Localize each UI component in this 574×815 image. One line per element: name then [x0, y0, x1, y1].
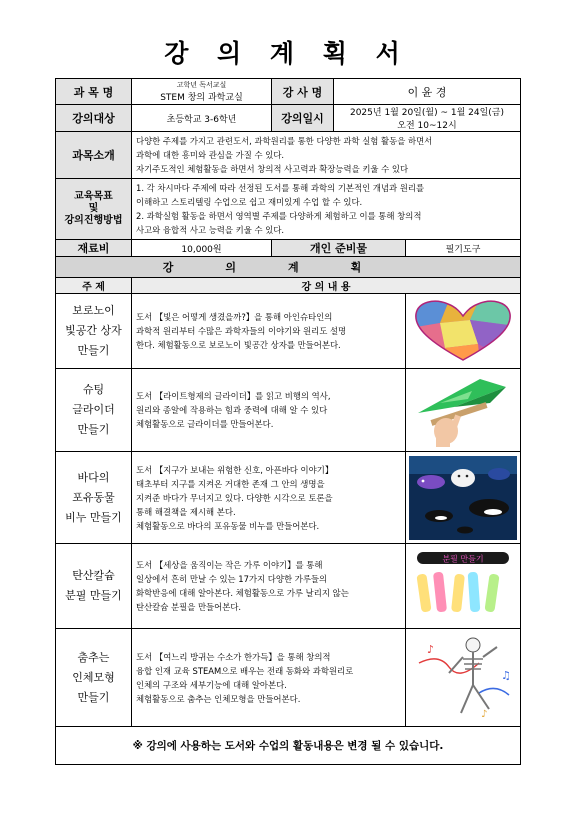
goals-line4: 사고와 융합적 사고 능력을 키울 수 있다.: [136, 225, 285, 235]
goals-label2: 및: [88, 203, 99, 214]
intro-line1: 다양한 주제를 가지고 관련도서, 과학원리를 통한 다양한 과학 실험 활동을 하면서: [136, 136, 433, 146]
subject-line1: 고학년 독서교실: [176, 80, 227, 89]
lesson-content: [132, 369, 406, 452]
lesson-content-line: 도서 【빛은 어떻게 생겼을까?】을 통해 아인슈타인의: [136, 312, 333, 322]
lesson-topic-line: 슈팅: [82, 383, 105, 396]
lesson-topic-line: 바다의: [77, 470, 110, 484]
lesson-content-line: 도서 【라이트형제의 글라이더】를 읽고 비행의 역사,: [136, 391, 331, 401]
lesson-content: [132, 544, 406, 629]
lesson-content: [132, 294, 406, 369]
footnote: ※ 강의에 사용하는 도서와 수업의 활동내용은 변경 될 수 있습니다.: [56, 727, 521, 765]
row-footnote: [56, 727, 521, 765]
lesson-content-line: 도서 【여느리 방귀는 수소가 한가득】을 통해 창의적: [136, 651, 331, 662]
goals-label: [56, 179, 132, 240]
topic-header: 주 제: [56, 278, 132, 294]
fee-label: 재료비: [56, 240, 132, 257]
lesson-content: [132, 452, 406, 544]
svg-text:♪: ♪: [481, 708, 488, 720]
schedule-line2: 오전 10~12시: [397, 121, 457, 131]
lesson-topic-line: 춤추는: [77, 650, 110, 664]
prep-value: 필기도구: [406, 240, 521, 257]
lesson-content-line: 인체의 구조와 세부기능에 대해 알아본다.: [136, 679, 287, 690]
row-plan-header: [56, 257, 521, 278]
lesson-row: [56, 369, 521, 452]
row-fee: [56, 240, 521, 257]
lesson-content: [132, 629, 406, 727]
svg-text:♪: ♪: [427, 642, 435, 656]
goals-line2: 이해하고 스토리텔링 수업으로 쉽고 재미있게 수업 할 수 있다.: [136, 197, 363, 207]
chalk-sign-text: 분필 만들기: [442, 554, 484, 564]
goals-line3: 2. 과학실험 활동을 하면서 영역별 주제를 다양하게 체험하고 이를 통해 창의적: [136, 211, 422, 221]
lesson-content-line: 융합 인재 교육 STEAM으로 배우는 전래 동화와 과학원리로: [136, 665, 354, 676]
lecture-plan-table: [55, 78, 521, 765]
row-target: [56, 105, 521, 132]
lesson-photo: [406, 544, 521, 629]
lesson-photo: [406, 369, 521, 452]
lesson-content-line: 도서 【지구가 보내는 위험한 신호, 아픈바다 이야기】: [136, 464, 334, 475]
subject-line2: STEM 창의 과학교실: [160, 92, 243, 103]
row-column-headers: [56, 278, 521, 294]
lesson-content-line: 도서 【세상을 움직이는 작은 가루 이야기】를 통해: [136, 560, 323, 570]
intro-line2: 과학에 대한 흥미와 관심을 가질 수 있다.: [136, 150, 285, 160]
chalk-image: [409, 548, 517, 624]
intro-line3: 자기주도적인 체험활동을 하면서 창의적 사고력과 확장능력을 키울 수 있다: [136, 164, 409, 174]
lesson-content-line: 통해 해결책을 제시해 본다.: [136, 506, 236, 517]
goals-text: [132, 179, 521, 240]
row-intro: [56, 132, 521, 179]
lesson-topic-line: 인체모형: [72, 670, 115, 684]
lesson-topic: [56, 629, 132, 727]
lesson-content-line: 태초부터 지구를 지켜온 거대한 존재 그 안의 생명을: [136, 478, 325, 489]
lesson-topic-line: 만들기: [77, 344, 110, 357]
goals-line1: 1. 각 차시마다 주제에 따라 선정된 도서를 통해 과학의 기본적인 개념과 원리를: [136, 183, 425, 193]
lesson-row: [56, 544, 521, 629]
plan-header: 강의계획: [56, 257, 521, 278]
schedule-value: [334, 105, 521, 132]
lesson-topic: [56, 452, 132, 544]
fee-value: 10,000원: [132, 240, 272, 257]
subject-value: [132, 79, 272, 105]
skeleton-model-image: [409, 633, 517, 723]
lesson-row: [56, 452, 521, 544]
subject-label: 과 목 명: [56, 79, 132, 105]
lesson-row: [56, 294, 521, 369]
lesson-topic: [56, 369, 132, 452]
lesson-content-line: 체험활동으로 글라이더를 만들어본다.: [136, 419, 274, 429]
instructor-value: 이 윤 경: [334, 79, 521, 105]
lesson-topic-line: 만들기: [77, 690, 110, 704]
lesson-topic: [56, 544, 132, 629]
lesson-topic-line: 보로노이: [72, 304, 115, 317]
lesson-topic-line: 탄산칼슘: [72, 569, 115, 582]
prep-label: 개인 준비물: [272, 240, 406, 257]
lesson-topic: [56, 294, 132, 369]
target-label: 강의대상: [56, 105, 132, 132]
target-value: 초등학교 3-6학년: [132, 105, 272, 132]
lesson-topic-line: 비누 만들기: [65, 510, 122, 524]
instructor-label: 강 사 명: [272, 79, 334, 105]
lesson-photo: [406, 294, 521, 369]
lesson-row: [56, 629, 521, 727]
lesson-content-line: 탄산칼슘 분필을 만들어본다.: [136, 602, 242, 612]
row-goals: [56, 179, 521, 240]
goals-label1: 교육목표: [74, 191, 113, 202]
lesson-topic-line: 분필 만들기: [65, 589, 122, 602]
lesson-topic-line: 만들기: [77, 423, 110, 436]
schedule-label: 강의일시: [272, 105, 334, 132]
svg-text:♫: ♫: [501, 668, 511, 682]
schedule-line1: 2025년 1월 20일(월) ~ 1월 24일(금): [349, 108, 504, 118]
lesson-topic-line: 포유동물: [72, 490, 115, 504]
row-subject: [56, 79, 521, 105]
lesson-content-line: 화학반응에 대해 알아본다. 체험활동으로 가루 날리지 않는: [136, 588, 349, 598]
lesson-content-line: 일상에서 흔히 만날 수 있는 17가지 다양한 가루들의: [136, 574, 328, 584]
intro-text: [132, 132, 521, 179]
voronoi-heart-image: [410, 298, 516, 364]
lesson-content-line: 원리와 종알에 작용하는 힘과 중력에 대해 알 수 있다: [136, 405, 328, 415]
lesson-content-line: 지켜준 바다가 무너지고 있다. 다양한 시각으로 토론을: [136, 492, 333, 503]
lesson-content-line: 과학적 원리부터 수많은 과학자들의 이야기와 원리도 설명: [136, 326, 347, 336]
lesson-photo: [406, 629, 521, 727]
lesson-content-line: 체험활동으로 춤추는 인체모형을 만들어본다.: [136, 693, 301, 704]
content-header: 강 의 내 용: [132, 278, 521, 294]
lesson-content-line: 체험활동으로 바다의 포유동물 비누를 만들어본다.: [136, 520, 320, 531]
lesson-content-line: 한다. 체험활동으로 보로노이 빛공간 상자를 만들어본다.: [136, 340, 341, 350]
ocean-soap-image: [409, 456, 517, 540]
intro-label: 과목소개: [56, 132, 132, 179]
goals-label3: 강의진행방법: [64, 215, 123, 226]
glider-image: [410, 373, 516, 447]
lesson-topic-line: 빛공간 상자: [65, 324, 122, 337]
lesson-photo: [406, 452, 521, 544]
lesson-topic-line: 글라이더: [72, 403, 115, 416]
document-title: 강 의 계 획 서: [164, 39, 410, 68]
